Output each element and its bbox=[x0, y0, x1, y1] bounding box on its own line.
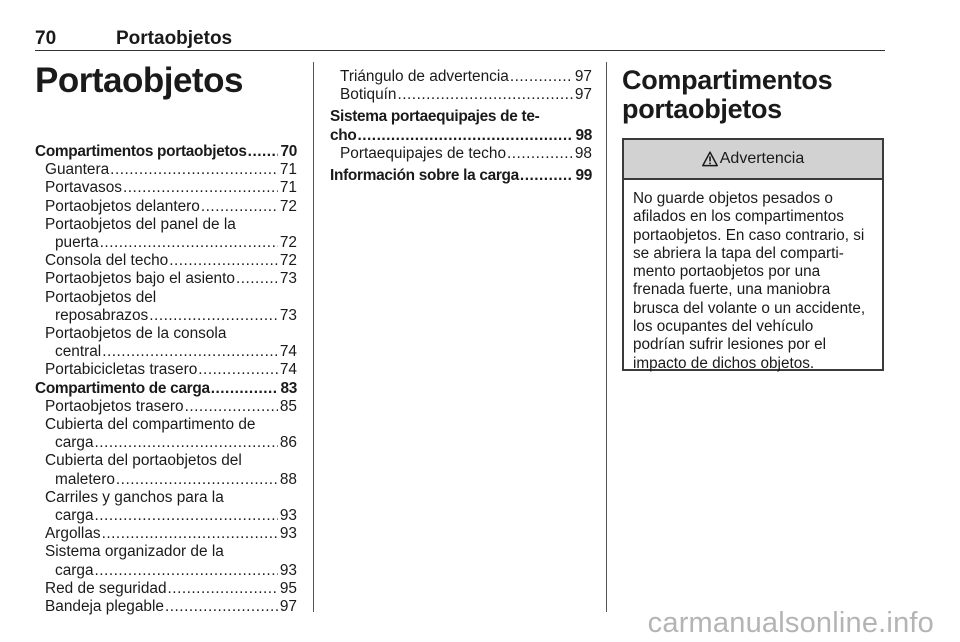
toc-entry[interactable]: Argollas ..... 93 bbox=[35, 525, 297, 543]
toc-entry[interactable]: Guantera ..... 71 bbox=[35, 161, 297, 179]
toc-entry-line: Carriles y ganchos para la bbox=[45, 488, 224, 506]
toc-column-2 bbox=[330, 68, 592, 185]
toc-entry-line: Sistema organizador de la bbox=[45, 543, 224, 561]
toc-section[interactable]: Compartimentos portaobjetos ..... 70 bbox=[35, 143, 297, 161]
warning-line: los ocupantes del vehículo bbox=[633, 318, 814, 336]
warning-line: afilados en los compartimentos bbox=[633, 208, 844, 226]
toc-section-line: Sistema portaequipajes de te- bbox=[330, 108, 540, 126]
warning-triangle-icon bbox=[702, 151, 718, 167]
toc-entry[interactable]: carga ..... 93 bbox=[35, 507, 297, 525]
toc-section[interactable]: Compartimento de carga ..... 83 bbox=[35, 380, 297, 398]
toc-entry[interactable]: central ..... 74 bbox=[35, 343, 297, 361]
toc-entry[interactable]: puerta ..... 72 bbox=[35, 234, 297, 252]
toc-entry[interactable]: Portabicicletas trasero ..... 74 bbox=[35, 361, 297, 379]
warning-line: portaobjetos. En caso contrario, si bbox=[633, 226, 865, 244]
warning-title: Advertencia bbox=[719, 150, 805, 167]
page-header bbox=[35, 26, 885, 51]
toc-entry[interactable]: Botiquín ..... 97 bbox=[330, 86, 592, 104]
warning-line: brusca del volante o un accidente, bbox=[633, 299, 866, 317]
toc-entry-line: Portaobjetos del bbox=[45, 288, 157, 306]
toc-entry-line: Portaobjetos de la consola bbox=[45, 325, 227, 343]
toc-entry[interactable]: carga ..... 93 bbox=[35, 562, 297, 580]
page-number: 70 bbox=[35, 28, 57, 49]
toc-entry[interactable]: carga ..... 86 bbox=[35, 434, 297, 452]
toc-entry[interactable]: Portaobjetos bajo el asiento ..... 73 bbox=[35, 270, 297, 288]
warning-line: mento portaobjetos por una bbox=[633, 263, 821, 281]
toc-section[interactable]: cho ..... 98 bbox=[330, 127, 592, 145]
toc-entry[interactable]: Portavasos ..... 71 bbox=[35, 179, 297, 197]
toc-entry-line: Cubierta del compartimento de bbox=[45, 416, 256, 434]
toc-entry[interactable]: maletero ..... 88 bbox=[35, 471, 297, 489]
toc-entry[interactable]: Consola del techo ..... 72 bbox=[35, 252, 297, 270]
toc-entry[interactable]: Triángulo de advertencia ..... 97 bbox=[330, 68, 592, 86]
toc-entry[interactable]: Bandeja plegable ..... 97 bbox=[35, 598, 297, 616]
section-title-line-1: Compartimentos bbox=[622, 65, 833, 95]
toc-entry[interactable]: Portaobjetos delantero ..... 72 bbox=[35, 198, 297, 216]
section-title bbox=[622, 66, 832, 124]
toc-entry[interactable]: Portaobjetos trasero ..... 85 bbox=[35, 398, 297, 416]
section-title-line-2: portaobjetos bbox=[622, 94, 782, 124]
warning-line: No guarde objetos pesados o bbox=[633, 190, 833, 207]
toc-entry[interactable]: Red de seguridad ..... 95 bbox=[35, 580, 297, 598]
running-title: Portaobjetos bbox=[116, 28, 233, 49]
warning-line: podrían sufrir lesiones por el bbox=[633, 336, 827, 354]
toc-entry-line: Portaobjetos del panel de la bbox=[45, 215, 236, 233]
warning-box bbox=[622, 138, 884, 371]
warning-line: frenada fuerte, una maniobra bbox=[633, 281, 831, 299]
toc-entry[interactable]: Portaequipajes de techo ..... 98 bbox=[330, 145, 592, 163]
toc-entry[interactable]: reposabrazos ..... 73 bbox=[35, 307, 297, 325]
toc-column-1 bbox=[35, 143, 297, 616]
warning-text bbox=[624, 180, 882, 373]
chapter-title: Portaobjetos bbox=[35, 61, 243, 100]
warning-header bbox=[624, 140, 882, 180]
column-divider-1 bbox=[313, 62, 314, 612]
column-divider-2 bbox=[606, 62, 607, 612]
warning-line: impacto de dichos objetos. bbox=[633, 354, 815, 372]
watermark: carmanualsonline.info bbox=[647, 607, 934, 639]
toc-section[interactable]: Información sobre la carga ..... 99 bbox=[330, 167, 592, 185]
toc-entry-line: Cubierta del portaobjetos del bbox=[45, 452, 242, 470]
warning-line: se abriera la tapa del comparti- bbox=[633, 244, 844, 262]
